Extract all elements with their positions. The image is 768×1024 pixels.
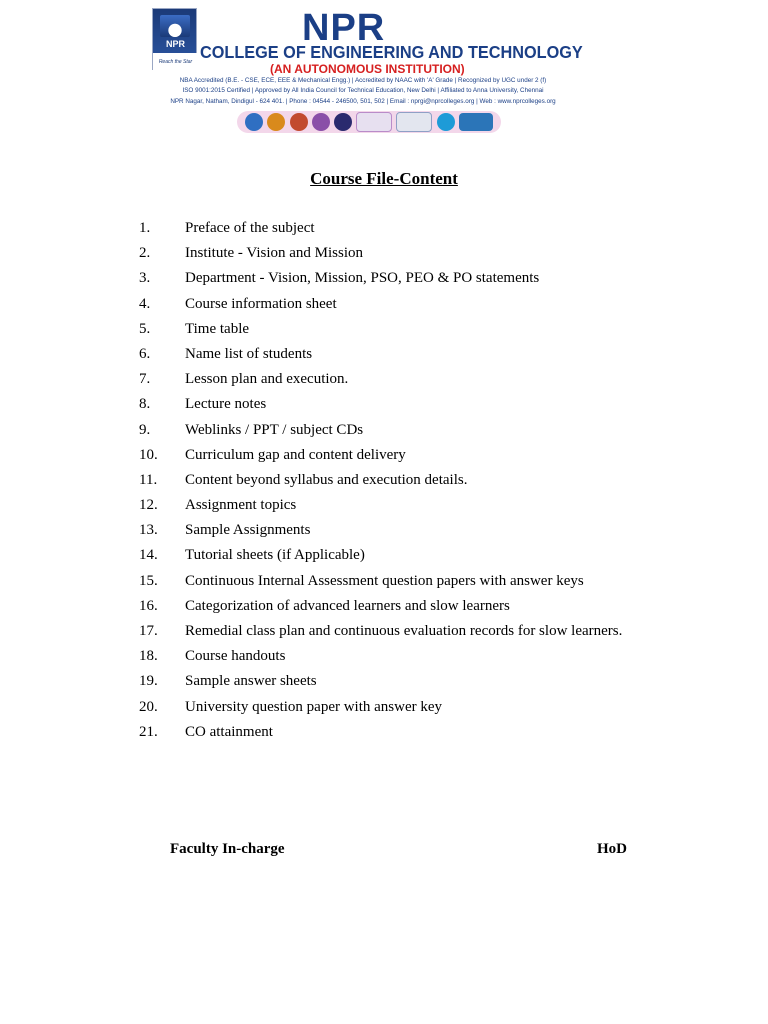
list-item-text: Lesson plan and execution. [185, 371, 349, 388]
list-item-number: 20. [139, 698, 158, 715]
list-item-number: 17. [139, 623, 158, 639]
sdg-goals-badge-icon [459, 113, 493, 131]
university-badge-icon [290, 113, 308, 131]
sdg-wheel-icon [437, 113, 455, 131]
list-item-number: 2. [139, 245, 151, 262]
list-item-number: 9. [139, 421, 151, 438]
list-item-text: Sample Assignments [185, 522, 311, 539]
logo-tagline: Reach the Star [153, 53, 198, 71]
nba-badge-icon [245, 113, 263, 131]
page-title: Course File-Content [310, 169, 458, 188]
list-item-text: Lecture notes [185, 396, 267, 413]
list-item-number: 5. [139, 320, 151, 337]
college-short-name: NPR [302, 7, 386, 49]
list-item-number: 12. [139, 497, 158, 514]
innovation-cell-badge-icon [356, 112, 392, 132]
college-full-name: COLLEGE OF ENGINEERING AND TECHNOLOGY [200, 42, 583, 62]
list-item-number: 21. [139, 723, 158, 740]
list-item-text: Weblinks / PPT / subject CDs [185, 421, 364, 438]
accreditation-badges [237, 111, 501, 133]
naac-badge-icon [267, 113, 285, 131]
list-item-number: 7. [139, 371, 151, 388]
list-item-text: Course information sheet [185, 295, 337, 312]
list-item-number: 10. [139, 446, 158, 463]
iso-badge-icon [334, 113, 352, 131]
list-item-text: Time table [185, 320, 250, 337]
list-item-number: 16. [139, 597, 158, 614]
autonomous-label: (AN AUTONOMOUS INSTITUTION) [270, 62, 465, 76]
list-item-text: Remedial class plan and continuous evaluation records for slow learners. [185, 623, 623, 639]
list-item-number: 1. [139, 220, 151, 236]
list-item-text: University question paper with answer key [185, 698, 443, 715]
letterhead [152, 7, 583, 136]
list-item-text: CO attainment [185, 723, 273, 740]
list-item-number: 18. [139, 648, 158, 665]
approval-line: ISO 9001:2015 Certified | Approved by All India Council for Technical Education, New Delhi | Affiliated to Anna University, Chennai [182, 87, 544, 94]
list-item-number: 3. [139, 270, 151, 287]
accreditation-line: NBA Accredited (B.E. - CSE, ECE, EEE & Mechanical Engg.) | Accredited by NAAC with 'A' Grade | Recognized by UGC under 2 (f) [179, 77, 547, 84]
list-item-number: 13. [139, 522, 158, 539]
list-item-number: 19. [139, 673, 158, 690]
list-item-text: Department - Vision, Mission, PSO, PEO & PO statements [185, 270, 540, 287]
contact-line: NPR Nagar, Natham, Dindigul - 624 401. | Phone : 04544 - 246500, 501, 502 | Email : nprgi@nprcolleges.org | Web : www.nprcolleges.org [170, 98, 556, 105]
seal-badge-icon [312, 113, 330, 131]
faculty-signature-label: Faculty In-charge [170, 841, 285, 857]
list-item-number: 8. [139, 396, 151, 413]
list-item-text: Assignment topics [185, 497, 297, 514]
list-item-text: Continuous Internal Assessment question papers with answer keys [185, 572, 584, 589]
list-item-text: Institute - Vision and Mission [185, 245, 363, 262]
list-item-text: Name list of students [185, 345, 313, 362]
logo-emblem-icon [160, 15, 190, 37]
list-item-text: Categorization of advanced learners and slow learners [185, 597, 510, 614]
list-item-text: Preface of the subject [185, 220, 315, 236]
list-item-number: 14. [139, 547, 158, 564]
innovation-council-badge-icon [396, 112, 432, 132]
list-item-text: Sample answer sheets [185, 673, 317, 690]
hod-signature-label: HoD [597, 841, 627, 857]
college-logo [152, 8, 197, 70]
logo-text: NPR [165, 39, 185, 49]
list-item-number: 15. [139, 572, 158, 589]
list-item-text: Course handouts [185, 648, 286, 665]
list-item-number: 4. [139, 295, 151, 312]
list-item-number: 6. [139, 345, 151, 362]
list-item-text: Tutorial sheets (if Applicable) [185, 547, 365, 564]
list-item-text: Curriculum gap and content delivery [185, 446, 406, 463]
list-item-text: Content beyond syllabus and execution details. [185, 471, 468, 488]
list-item-number: 11. [139, 471, 158, 488]
